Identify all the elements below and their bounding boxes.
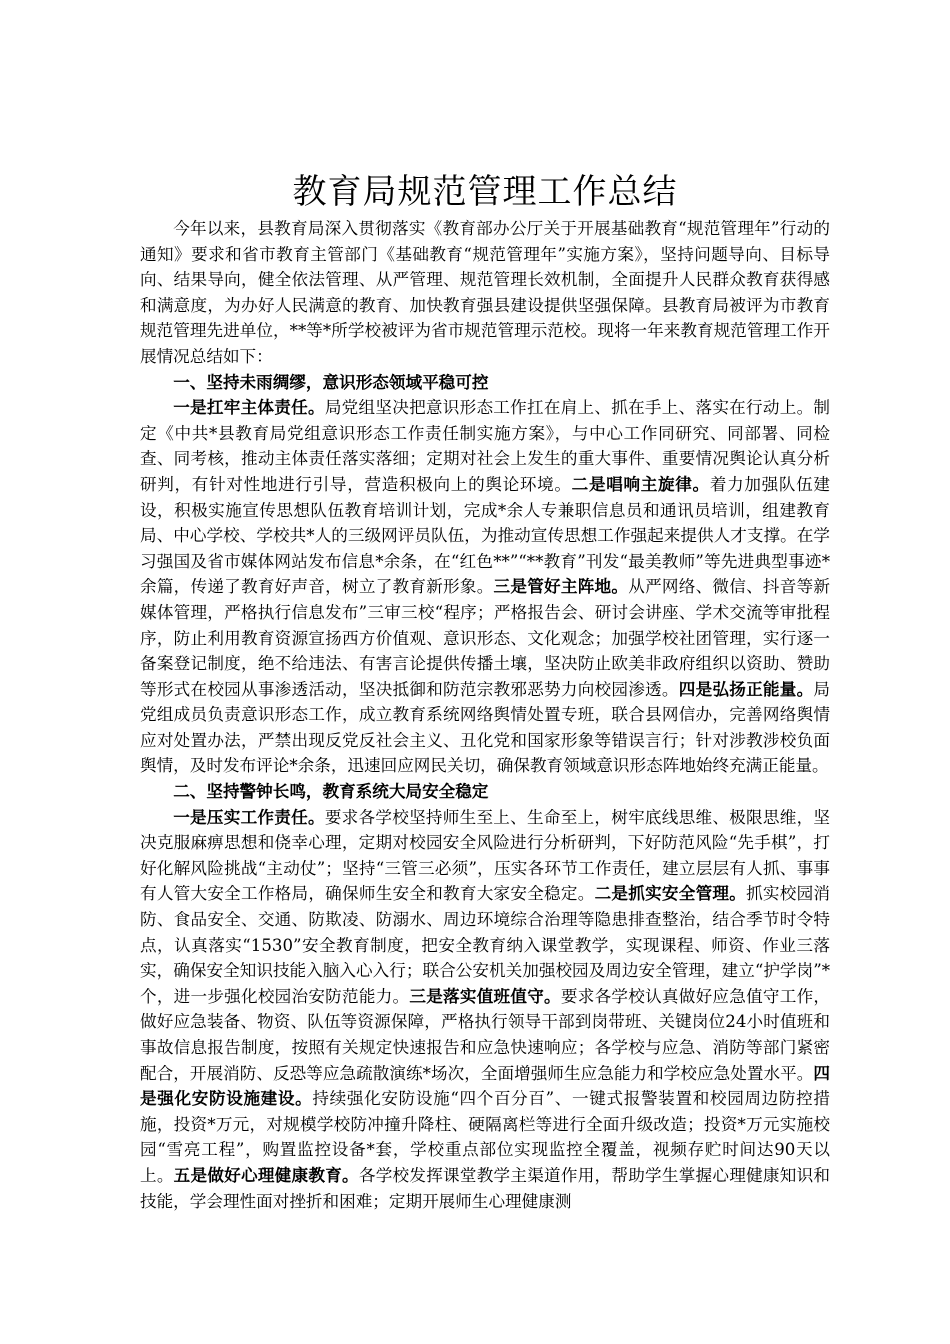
- document-page: [140, 170, 830, 1214]
- section-2-lead-1: 一是压实工作责任。: [173, 806, 325, 827]
- section-1-text-1: 局党组坚决把意识形态工作扛在肩上、抓在手上、落实在行动上。制定《中共*县教育局党组意识形态工作责任制实施方案》，与中心工作同研究、同部署、同检查、同考核，推动主体责任落实落细；定期对社会上发生的重大事件、重要情况舆论认真分析研判，有针对性地进行引导，营造积极向上的舆论环境。: [140, 398, 831, 494]
- section-2-text-2: 抓实校园消防、食品安全、交通、防欺凌、防溺水、周边环境综合治理等隐患排查整治，结合季节时令特点，认真落实“1530”安全教育制度，把安全教育纳入课堂教学，实现课程、师资、作业三落实，确保安全知识技能入脑入心入行；联合公安机关加强校园及周边安全管理，建立“护学岗”*个，进一步强化校园治安防范能力。: [140, 884, 831, 1006]
- section-2-text-1: 要求各学校坚持师生至上、生命至上，树牢底线思维、极限思维，坚决克服麻痹思想和侥幸心理，定期对校园安全风险进行分析研判，下好防范风险“先手棋”，打好化解风险挑战“主动仗”；坚持“三管三必须”，压实各环节工作责任，建立层层有人抓、事事有人管大安全工作格局，确保师生安全和教育大家安全稳定。: [140, 807, 831, 904]
- section-2-text-5: 各学校发挥课堂教学主渠道作用，帮助学生掌握心理健康知识和技能，学会理性面对挫折和困难；定期开展师生心理健康测: [140, 1165, 831, 1211]
- section-2-paragraph: [140, 805, 830, 1215]
- section-1-text-3: 从严网络、微信、抖音等新媒体管理，严格执行信息发布”三审三校“程序；严格报告会、研讨会讲座、学术交流等审批程序，防止利用教育资源宣扬西方价值观、意识形态、文化观念；加强学校社团管理，实行逐一备案登记制度，绝不给违法、有害言论提供传播土壤，坚决防止欧美非政府组织以资助、赞助等形式在校园从事渗透活动，坚决抵御和防范宗教邪恶势力向校园渗透。: [140, 577, 831, 699]
- section-2-heading: 二、坚持警钟长鸣，教育系统大局安全稳定: [173, 781, 489, 802]
- section-2-text-3: 要求各学校认真做好应急值守工作，做好应急装备、物资、队伍等资源保障，严格执行领导干部到岗带班、关键岗位24小时值班和事故信息报告制度，按照有关规定快速报告和应急快速响应；各学校与应急、消防等部门紧密配合，开展消防、反恐等应急疏散演练*场次，全面增强师生应急能力和学校应急处置水平。: [140, 986, 831, 1083]
- section-1-text-4: 局党组成员负责意识形态工作，成立教育系统网络舆情处置专班，联合县网信办，完善网络舆情应对处置办法，严禁出现反党反社会主义、丑化党和国家形象等错误言行；针对涉教涉校负面舆情，及时发布评论*余条，迅速回应网民关切，确保教育领域意识形态阵地始终充满正能量。: [140, 679, 831, 776]
- section-2-lead-5: 五是做好心理健康教育。: [173, 1164, 359, 1185]
- section-1-text-2: 着力加强队伍建设，积极实施宣传思想队伍教育培训计划，完成*余人专兼职信息员和通讯员培训，组建教育局、中心学校、学校共*人的三级网评员队伍，为推动宣传思想工作强起来提供人才支撑。在学习强国及省市媒体网站发布信息*余条，在“红色**”“**教育”刊发“最美教师”等先进典型事迹*余篇，传递了教育好声音，树立了教育新形象。: [140, 474, 831, 597]
- section-2-lead-3: 三是落实值班值守。: [409, 985, 561, 1006]
- section-1-paragraph: [140, 395, 830, 779]
- section-2-text-4: 持续强化安防设施“四个百分百”、一键式报警装置和校园周边防控措施，投资*万元，对规模学校防冲撞升降柱、硬隔离栏等进行全面升级改造；投资*万元实施校园“雪亮工程”，购置监控设备*套，学校重点部位实现监控全覆盖，视频存贮时间达90天以上。: [140, 1089, 830, 1185]
- document-title: 教育局规范管理工作总结: [292, 172, 678, 212]
- section-1-lead-2: 二是唱响主旋律。: [571, 473, 710, 494]
- section-1-lead-1: 一是扛牢主体责任。: [173, 397, 325, 418]
- intro-paragraph: 今年以来，县教育局深入贯彻落实《教育部办公厅关于开展基础教育“规范管理年”行动的通知》要求和省市教育主管部门《基础教育“规范管理年”实施方案》，坚持问题导向、目标导向、结果导向，健全依法管理、从严管理、规范管理长效机制，全面提升人民群众教育获得感和满意度，为办好人民满意的教育、加快教育强县建设提供坚强保障。县教育局被评为市教育规范管理先进单位，**等*所学校被评为省市规范管理示范校。现将一年来教育规范管理工作开展情况总结如下：: [140, 219, 830, 366]
- section-2-lead-4: 四是强化安防设施建设。: [140, 1062, 830, 1109]
- section-1-lead-3: 三是管好主阵地。: [493, 576, 629, 597]
- section-2-lead-2: 二是抓实安全管理。: [594, 883, 747, 904]
- section-1-lead-4: 四是弘扬正能量。: [678, 678, 814, 699]
- section-1-heading: 一、坚持未雨绸缪，意识形态领域平稳可控: [173, 371, 489, 392]
